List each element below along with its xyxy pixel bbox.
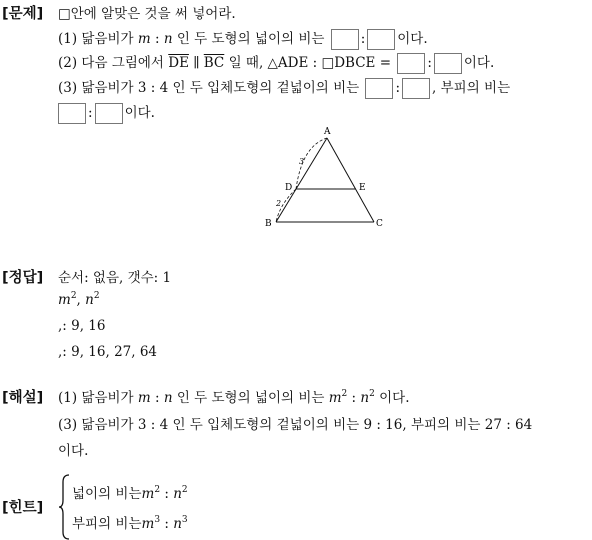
answer-box-3a[interactable] [365, 78, 393, 99]
point-b-label: B [265, 219, 272, 229]
answer-label: [정답] [2, 270, 44, 286]
explanation-label: [해설] [2, 390, 44, 406]
side-ab [276, 138, 327, 222]
question-2: (2) 다음 그림에서 $\overline{DE}$ ∥ $\overline{BC}$ 일 때, △ADE : □DBCE = : 이다. [58, 51, 494, 74]
question-3-line2: : 이다. [58, 101, 155, 124]
answer-box-3d[interactable] [95, 103, 123, 124]
point-d-label: D [285, 183, 293, 193]
answer-box-3b[interactable] [402, 78, 430, 99]
question-3-line1: (3) 닮음비가 3 : 4 인 두 입체도형의 겉넓이의 비는 : , 부피의 비는 [58, 76, 510, 99]
answer-line-2: $m^2$, $n^2$ [58, 291, 100, 308]
explanation-line-3: 이다. [58, 443, 89, 459]
hint-label: [힌트] [2, 500, 44, 516]
problem-label: [문제] [2, 6, 44, 22]
triangle-figure [262, 124, 392, 232]
point-e-label: E [359, 183, 366, 193]
hint-line-2: 부피의 비는$m^3$ : $n^3$ [72, 515, 188, 532]
problem-intro: □안에 알맞은 것을 써 넣어라. [58, 6, 236, 22]
left-brace [58, 474, 70, 540]
segment-db-length: 2 [276, 199, 282, 208]
side-ac [327, 138, 374, 222]
point-a-label: A [324, 127, 331, 137]
hint-line-1: 넓이의 비는$m^2$ : $n^2$ [72, 485, 188, 502]
point-c-label: C [376, 219, 383, 229]
answer-line-3: ,: 9, 16 [58, 318, 106, 334]
answer-line-1: 순서: 없음, 갯수: 1 [58, 270, 172, 286]
question-1: (1) 닮음비가 m : n 인 두 도형의 넓이의 비는 : 이다. [58, 27, 428, 50]
answer-box-2b[interactable] [434, 53, 462, 74]
explanation-line-1: (1) 닮음비가 m : n 인 두 도형의 넓이의 비는 $m^2$ : $n^2$ 이다. [58, 389, 410, 406]
answer-line-4: ,: 9, 16, 27, 64 [58, 344, 158, 360]
answer-box-1b[interactable] [367, 29, 395, 50]
answer-box-1a[interactable] [331, 29, 359, 50]
answer-box-2a[interactable] [397, 53, 425, 74]
answer-box-3c[interactable] [58, 103, 86, 124]
explanation-line-2: (3) 닮음비가 3 : 4 인 두 입체도형의 겉넓이의 비는 9 : 16, 부피의 비는 27 : 64 [58, 417, 533, 433]
segment-ad-length: 3 [299, 157, 305, 166]
